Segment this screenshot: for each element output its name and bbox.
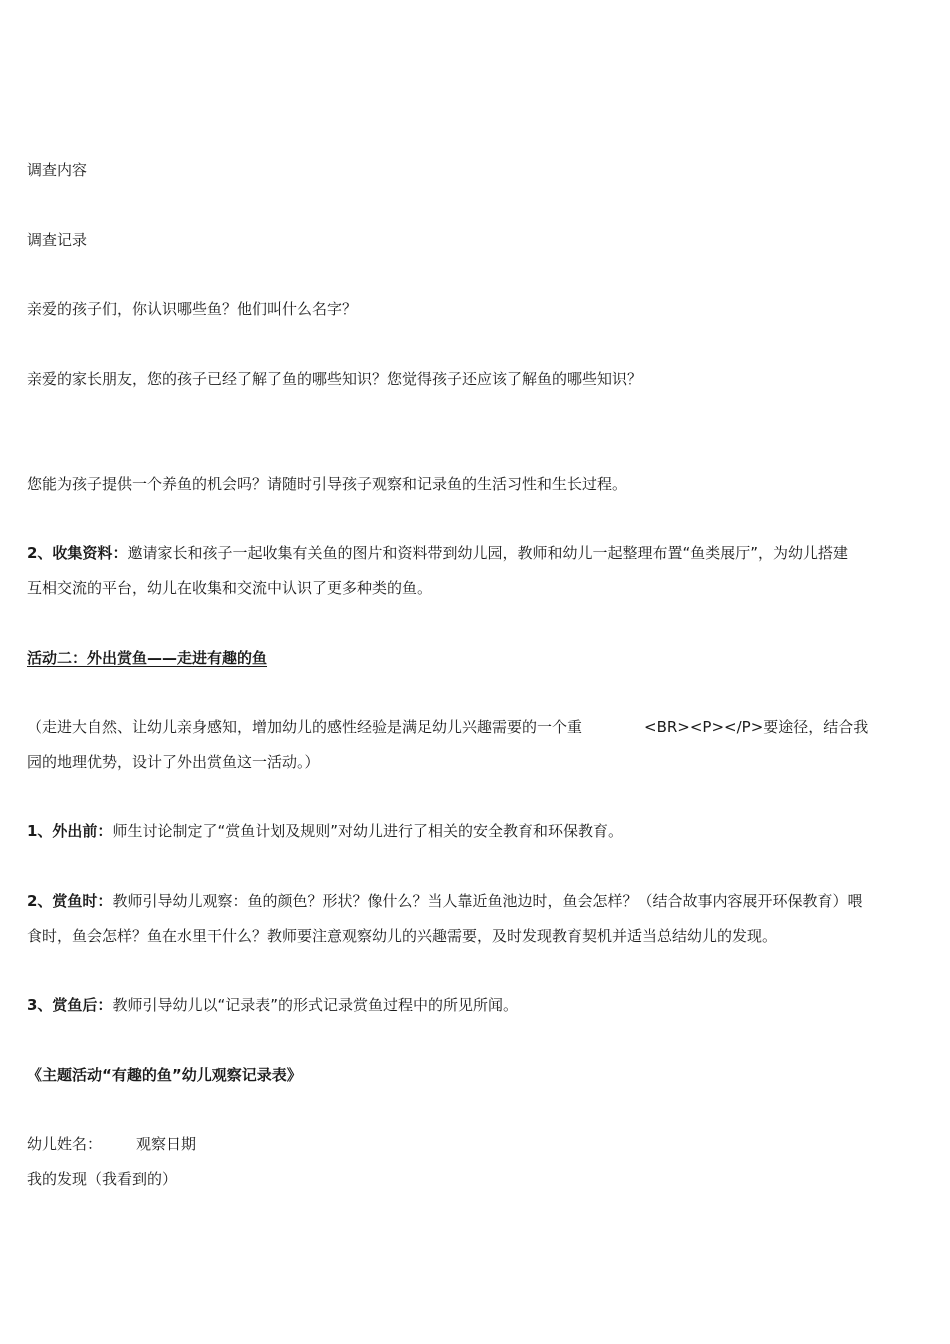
activity2-intro-tags: <BR><P></P> [644, 718, 764, 736]
survey-question-parents: 亲爱的家长朋友，您的孩子已经了解了鱼的哪些知识？您觉得孩子还应该了解鱼的哪些知识？ [27, 370, 643, 388]
observation-date-label: 观察日期 [136, 1135, 197, 1153]
activity2-intro-line1 [27, 710, 923, 745]
collect-materials-label: 2、收集资料： [27, 544, 128, 562]
activity2-during-line2: 食时，鱼会怎样？鱼在水里干什么？教师要注意观察幼儿的兴趣需要，及时发现教育契机并适当总结幼儿的发现。 [27, 927, 778, 945]
activity2-title [27, 641, 923, 676]
activity2-intro-line2: 园的地理优势，设计了外出赏鱼这一活动。） [27, 753, 320, 771]
during-label: 2、赏鱼时： [27, 892, 113, 910]
collect-materials-text-2: 互相交流的平台，幼儿在收集和交流中认识了更多种类的鱼。 [27, 579, 433, 597]
activity2-before-line [27, 814, 923, 849]
record-form-name-date [27, 1127, 923, 1162]
survey-question-raise-fish: 您能为孩子提供一个养鱼的机会吗？请随时引导孩子观察和记录鱼的生活习性和生长过程。 [27, 475, 628, 493]
during-text-1: 教师引导幼儿观察：鱼的颜色？形状？像什么？当人靠近鱼池边时，鱼会怎样？（结合故事内容展开环保教育）喂 [112, 892, 863, 910]
survey-record-label: 调查记录 [27, 231, 88, 249]
my-discovery-label: 我的发现（我看到的） [27, 1170, 178, 1188]
activity2-title-text: 活动二：外出赏鱼——走进有趣的鱼 [27, 649, 268, 667]
activity2-during-line1 [27, 884, 923, 919]
activity2-intro-part1: （走进大自然、让幼儿亲身感知，增加幼儿的感性经验是满足幼儿兴趣需要的一个重 [27, 718, 583, 736]
survey-question-children: 亲爱的孩子们，你认识哪些鱼？他们叫什么名字？ [27, 300, 358, 318]
activity2-after-line [27, 988, 923, 1023]
before-label: 1、外出前： [27, 822, 113, 840]
after-text: 教师引导幼儿以“记录表”的形式记录赏鱼过程中的所见所闻。 [112, 996, 518, 1014]
after-label: 3、赏鱼后： [27, 996, 113, 1014]
child-name-label: 幼儿姓名： [27, 1135, 103, 1153]
record-form-title: 《主题活动“有趣的鱼”幼儿观察记录表》 [27, 1066, 302, 1084]
activity2-intro-part2: 要途径，结合我 [763, 718, 869, 736]
collect-materials-line1 [27, 536, 923, 571]
survey-content-label: 调查内容 [27, 161, 88, 179]
before-text: 师生讨论制定了“赏鱼计划及规则”对幼儿进行了相关的安全教育和环保教育。 [112, 822, 623, 840]
collect-materials-text-1: 邀请家长和孩子一起收集有关鱼的图片和资料带到幼儿园，教师和幼儿一起整理布置“鱼类展厅”，为幼儿搭建 [127, 544, 849, 562]
